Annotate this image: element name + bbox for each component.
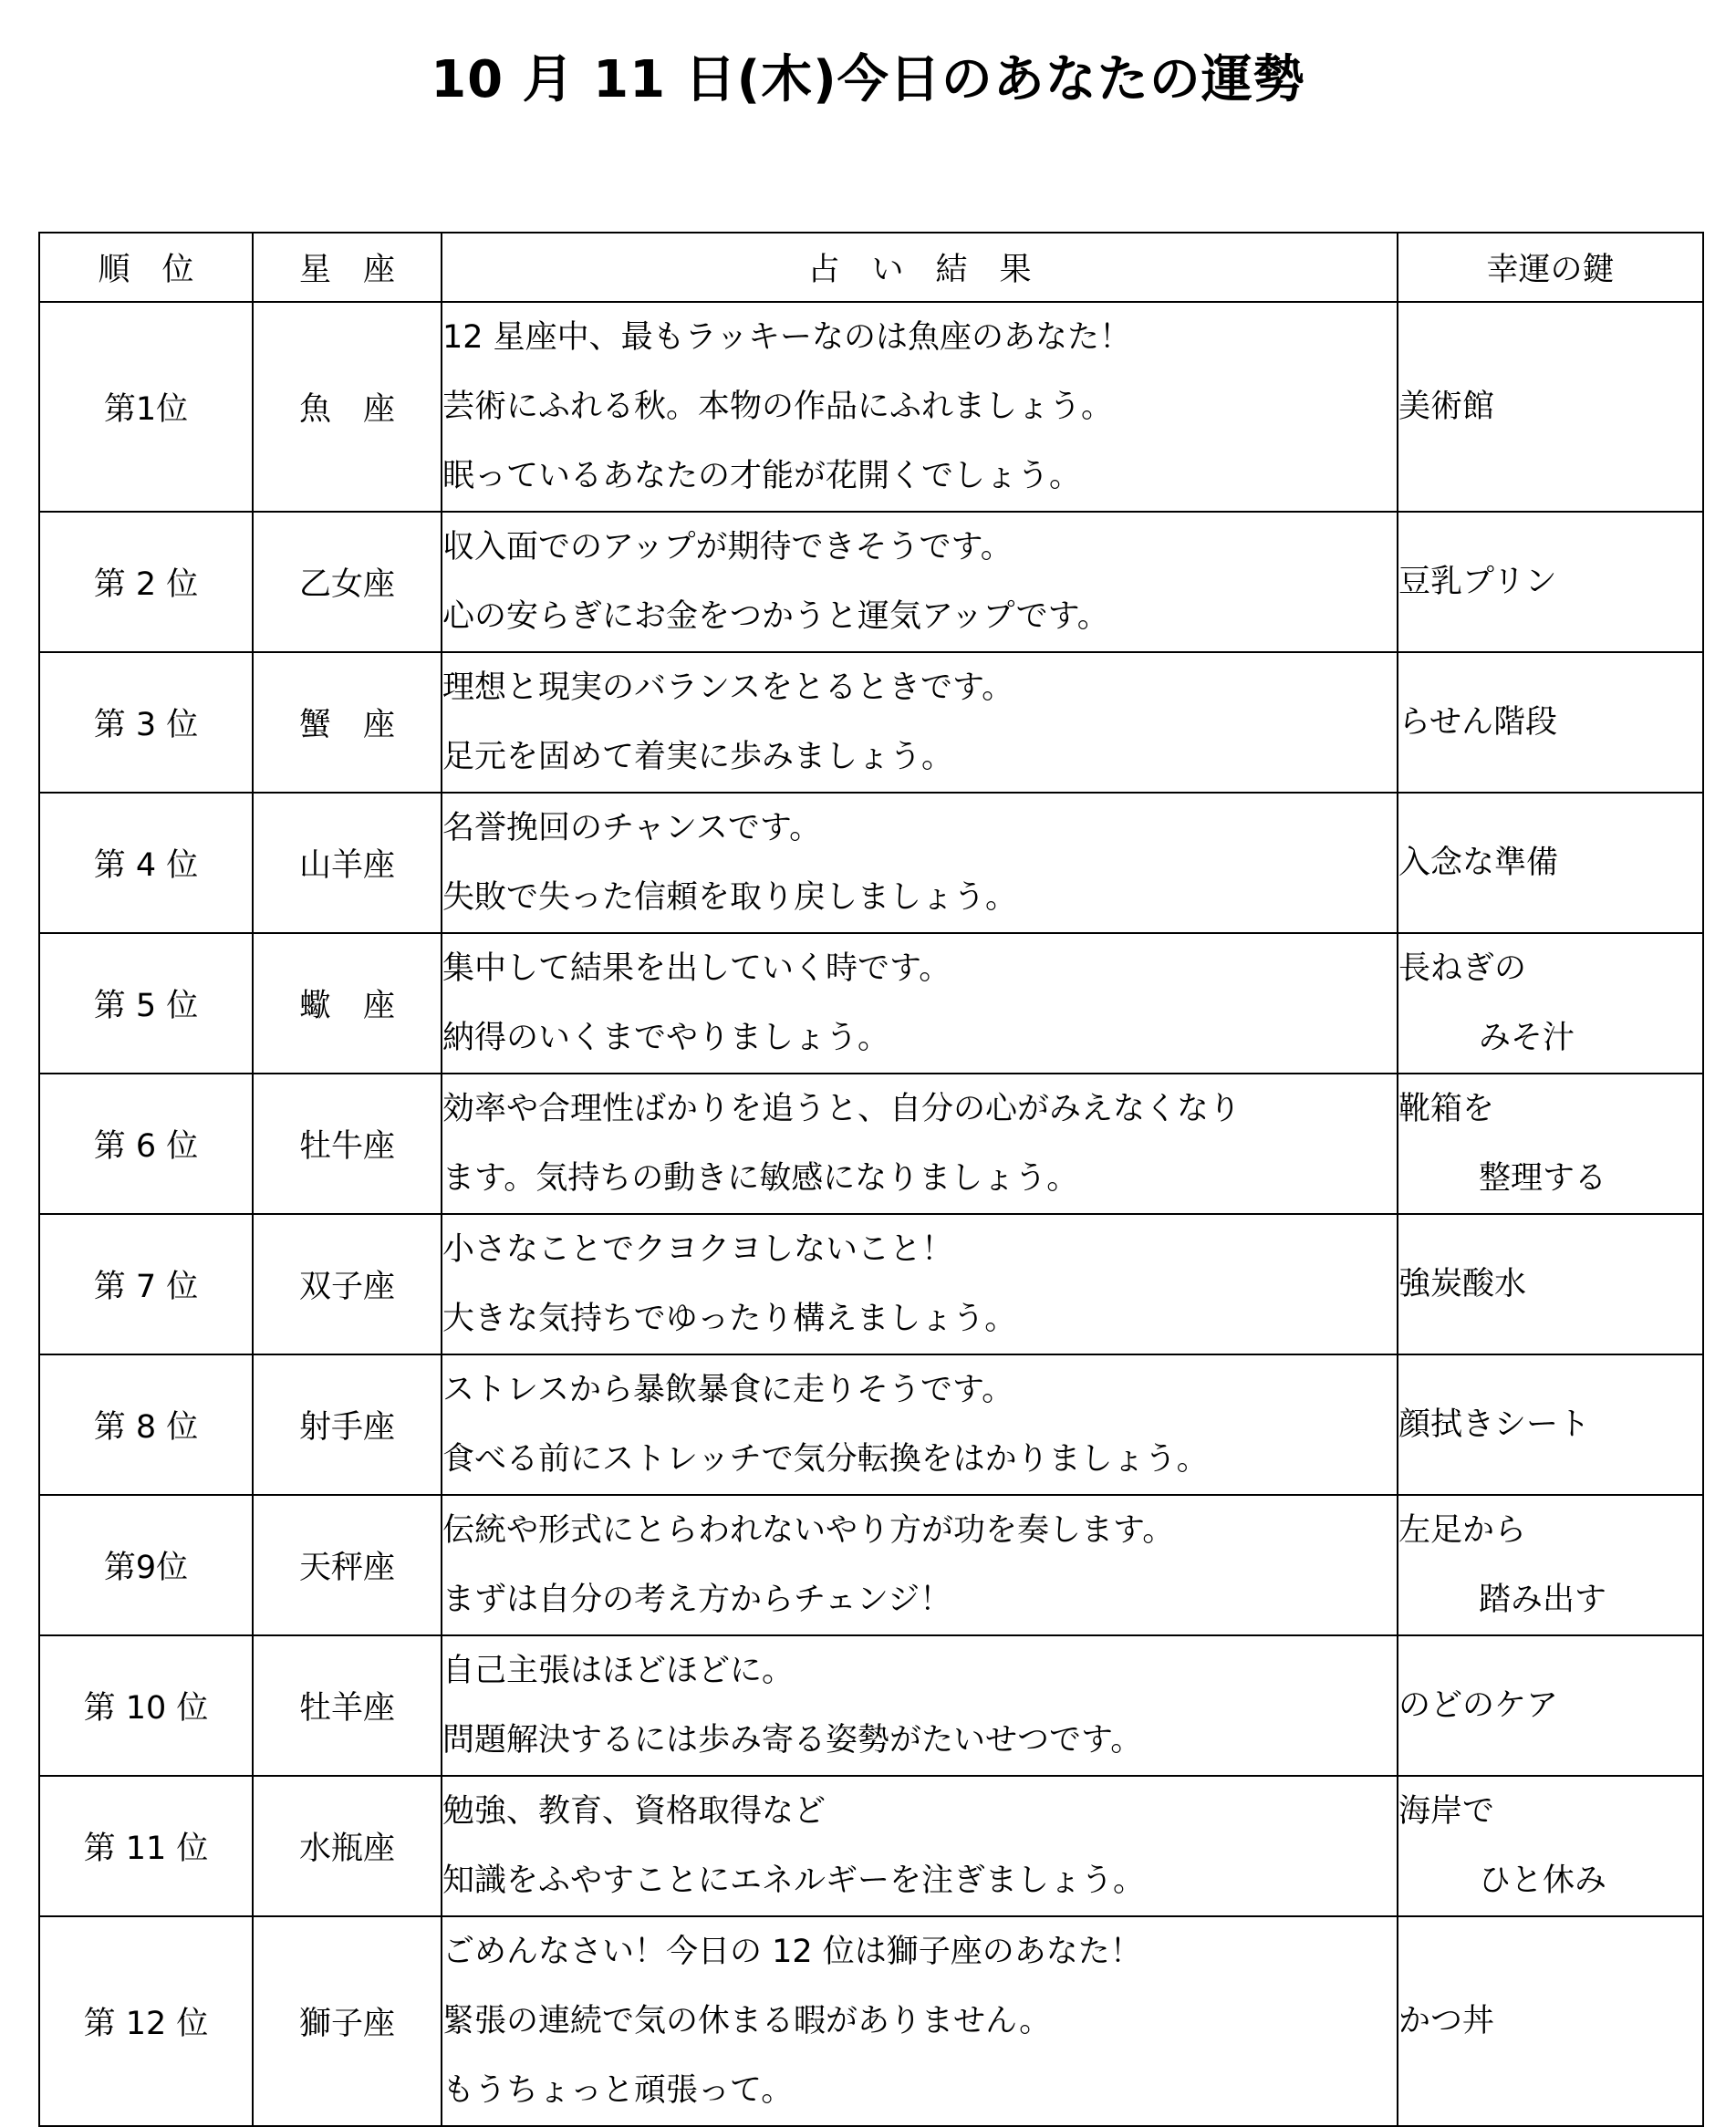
key-line: 顔拭きシート <box>1398 1406 1591 1443</box>
table-row <box>39 1074 1703 1214</box>
result-line: 効率や合理性ばかりを追うと、自分の心がみえなくなり <box>442 1091 1242 1127</box>
key-cell <box>1398 1635 1703 1776</box>
sign-cell <box>253 1495 442 1635</box>
header-sign: 星 座 <box>253 233 442 302</box>
header-rank: 順 位 <box>39 233 253 302</box>
key-line: かつ丼 <box>1398 2003 1495 2039</box>
rank-text: 第1位 <box>103 391 189 428</box>
rank-text: 第 10 位 <box>83 1690 209 1727</box>
table-row <box>39 1916 1703 2126</box>
result-cell <box>442 1214 1398 1354</box>
key-cell <box>1398 512 1703 652</box>
rank-text: 第 11 位 <box>83 1831 209 1867</box>
rank-cell <box>39 1214 253 1354</box>
key-line: 踏み出す <box>1479 1582 1607 1618</box>
key-line: みそ汁 <box>1479 1020 1575 1056</box>
sign-text: 牡羊座 <box>298 1690 395 1727</box>
result-cell <box>442 512 1398 652</box>
result-line: まずは自分の考え方からチェンジ！ <box>442 1582 952 1618</box>
key-cell <box>1398 652 1703 793</box>
key-cell <box>1398 1776 1703 1916</box>
result-line: 食べる前にストレッチで気分転換をはかりましょう。 <box>442 1441 1209 1478</box>
key-cell <box>1398 1495 1703 1635</box>
sign-text: 魚 座 <box>298 391 395 428</box>
result-line: 理想と現実のバランスをとるときです。 <box>442 669 1014 706</box>
result-line: 勉強、教育、資格取得など <box>442 1793 826 1830</box>
result-line: 緊張の連続で気の休まる暇がありません。 <box>442 2003 1052 2039</box>
result-line: 足元を固めて着実に歩みましょう。 <box>442 739 954 775</box>
rank-text: 第 3 位 <box>93 707 199 743</box>
result-line: ます。気持ちの動きに敏感になりましょう。 <box>442 1160 1079 1197</box>
rank-cell <box>39 1354 253 1495</box>
result-line: ごめんなさい！今日の 12 位は獅子座のあなた！ <box>442 1934 1142 1970</box>
result-line: 12 星座中、最もラッキーなのは魚座のあなた！ <box>442 319 1131 356</box>
result-cell <box>442 302 1398 512</box>
rank-cell <box>39 1495 253 1635</box>
result-line: ストレスから暴飲暴食に走りそうです。 <box>442 1372 1014 1408</box>
sign-cell <box>253 793 442 933</box>
sign-text: 水瓶座 <box>298 1831 395 1867</box>
result-cell <box>442 933 1398 1074</box>
sign-cell <box>253 1214 442 1354</box>
key-cell <box>1398 1916 1703 2126</box>
result-cell <box>442 1916 1398 2126</box>
sign-text: 山羊座 <box>298 847 395 884</box>
header-result: 占 い 結 果 <box>442 233 1398 302</box>
table-row <box>39 302 1703 512</box>
sign-cell <box>253 1776 442 1916</box>
result-cell <box>442 1074 1398 1214</box>
result-line: 自己主張はほどほどに。 <box>442 1653 795 1689</box>
sign-cell <box>253 1916 442 2126</box>
result-line: 収入面でのアップが期待できそうです。 <box>442 529 1013 565</box>
table-row <box>39 1214 1703 1354</box>
result-line: 納得のいくまでやりましょう。 <box>442 1020 890 1056</box>
key-line: 海岸で <box>1398 1793 1495 1830</box>
sign-cell <box>253 512 442 652</box>
sign-cell <box>253 302 442 512</box>
rank-text: 第9位 <box>103 1550 189 1586</box>
key-cell <box>1398 933 1703 1074</box>
rank-text: 第 7 位 <box>93 1269 199 1305</box>
table-header-row <box>39 233 1703 302</box>
result-line: 集中して結果を出していく時です。 <box>442 950 951 987</box>
rank-text: 第 8 位 <box>93 1409 199 1446</box>
result-line: 芸術にふれる秋。本物の作品にふれましょう。 <box>442 389 1114 425</box>
key-line: 左足から <box>1398 1512 1527 1549</box>
rank-text: 第 5 位 <box>93 988 199 1024</box>
sign-text: 天秤座 <box>298 1550 395 1586</box>
rank-text: 第 4 位 <box>93 847 199 884</box>
result-line: もうちょっと頑張って。 <box>442 2072 794 2109</box>
rank-text: 第 2 位 <box>93 566 199 603</box>
rank-cell <box>39 933 253 1074</box>
table-row <box>39 652 1703 793</box>
result-line: 小さなことでクヨクヨしないこと！ <box>442 1231 954 1268</box>
sign-text: 射手座 <box>298 1409 395 1446</box>
sign-text: 蠍 座 <box>298 988 395 1024</box>
key-line: 美術館 <box>1398 389 1495 425</box>
table-row <box>39 1354 1703 1495</box>
header-key: 幸運の鍵 <box>1398 233 1703 302</box>
table-row <box>39 793 1703 933</box>
rank-cell <box>39 1776 253 1916</box>
key-line: ひと休み <box>1479 1862 1607 1899</box>
sign-cell <box>253 933 442 1074</box>
table-row <box>39 1776 1703 1916</box>
sign-cell <box>253 652 442 793</box>
result-line: 大きな気持ちでゆったり構えましょう。 <box>442 1301 1017 1337</box>
table-row <box>39 1635 1703 1776</box>
table-row <box>39 1495 1703 1635</box>
key-cell <box>1398 1214 1703 1354</box>
sign-text: 乙女座 <box>298 566 395 603</box>
sign-cell <box>253 1354 442 1495</box>
key-line: らせん階段 <box>1398 704 1557 741</box>
key-line: 整理する <box>1479 1160 1607 1197</box>
result-cell <box>442 793 1398 933</box>
sign-text: 獅子座 <box>298 2006 395 2042</box>
key-cell <box>1398 793 1703 933</box>
sign-cell <box>253 1074 442 1214</box>
key-line: 強炭酸水 <box>1398 1266 1527 1302</box>
result-cell <box>442 1776 1398 1916</box>
key-line: 靴箱を <box>1398 1091 1495 1127</box>
key-cell <box>1398 1354 1703 1495</box>
result-cell <box>442 652 1398 793</box>
key-line: 長ねぎの <box>1398 950 1527 987</box>
key-line: のどのケア <box>1398 1687 1559 1724</box>
result-line: 問題解決するには歩み寄る姿勢がたいせつです。 <box>442 1722 1143 1759</box>
rank-cell <box>39 793 253 933</box>
table-row <box>39 933 1703 1074</box>
rank-text: 第 12 位 <box>83 2006 209 2042</box>
key-line: 入念な準備 <box>1398 845 1559 881</box>
key-line: 豆乳プリン <box>1398 564 1557 600</box>
result-cell <box>442 1354 1398 1495</box>
result-line: 知識をふやすことにエネルギーを注ぎましょう。 <box>442 1862 1146 1899</box>
sign-text: 牡牛座 <box>298 1128 395 1165</box>
fortune-table <box>38 232 1704 2127</box>
rank-text: 第 6 位 <box>93 1128 199 1165</box>
result-line: 心の安らぎにお金をつかうと運気アップです。 <box>442 598 1109 635</box>
rank-cell <box>39 1074 253 1214</box>
rank-cell <box>39 302 253 512</box>
result-line: 眠っているあなたの才能が花開くでしょう。 <box>442 458 1082 494</box>
result-line: 名誉挽回のチャンスです。 <box>442 810 822 846</box>
key-cell <box>1398 1074 1703 1214</box>
sign-text: 双子座 <box>298 1269 395 1305</box>
table-row <box>39 512 1703 652</box>
sign-cell <box>253 1635 442 1776</box>
result-cell <box>442 1635 1398 1776</box>
page-title: 10 月 11 日(木)今日のあなたの運勢 <box>431 50 1305 109</box>
key-cell <box>1398 302 1703 512</box>
result-line: 失敗で失った信頼を取り戻しましょう。 <box>442 879 1018 916</box>
rank-cell <box>39 1916 253 2126</box>
result-line: 伝統や形式にとらわれないやり方が功を奏します。 <box>442 1512 1175 1549</box>
sign-text: 蟹 座 <box>298 707 395 743</box>
rank-cell <box>39 1635 253 1776</box>
result-cell <box>442 1495 1398 1635</box>
rank-cell <box>39 512 253 652</box>
rank-cell <box>39 652 253 793</box>
